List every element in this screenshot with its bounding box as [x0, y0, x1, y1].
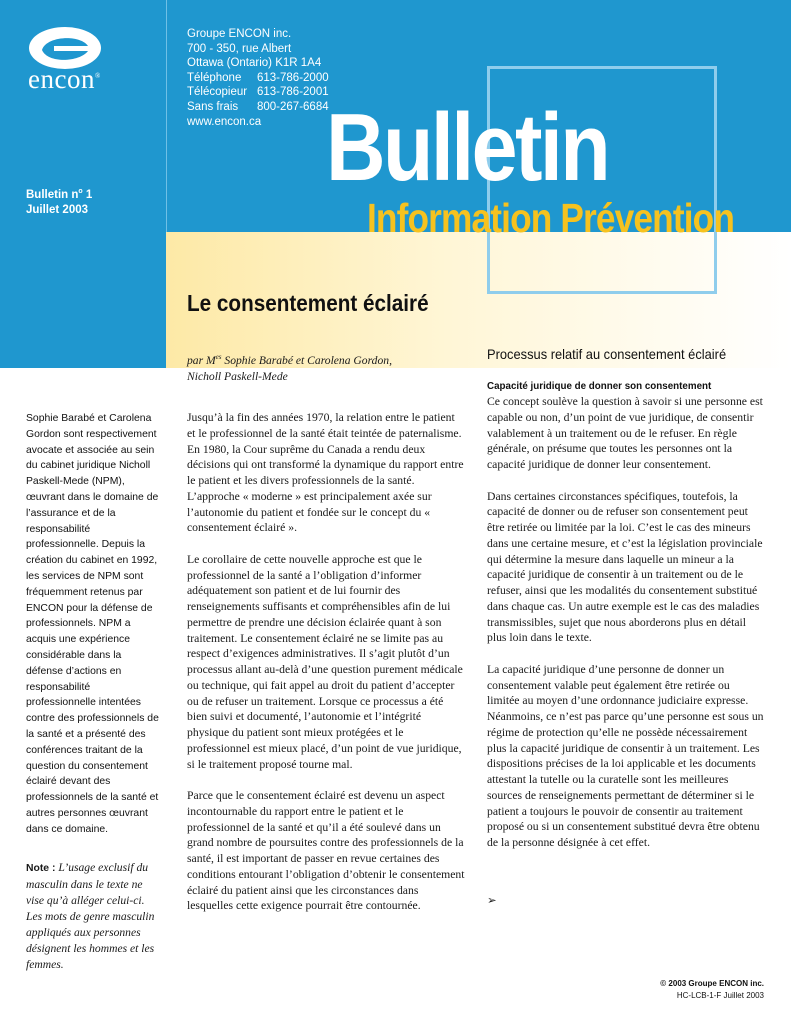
issue-number: Bulletin $n^o$ 1 [26, 188, 93, 201]
continue-arrow-icon: ➢ [487, 894, 497, 907]
paragraph: Jusqu’à la fin des années 1970, la relation entre le patient et le professionnel de la santé était teintée de paternalisme. En 1980, la Cour suprême du Canada a rendu deux décisions qui ont transformé la dynamique du rapport entre le patient et les divers professionnels de la santé. L’approche « moderne » est principalement axée sur l’autonomie du patient et fondée sur le concept du « consentement éclairé ». [187, 411, 464, 535]
masthead-title: Bulletin [326, 94, 609, 201]
fax-line: Télécopieur 613-786-2001 [187, 86, 329, 99]
section-subheading: Capacité juridique de donner son consentement [487, 381, 712, 392]
address-line: 700 - 350, rue Albert [187, 42, 292, 55]
page-footer [660, 978, 764, 1002]
address-line: Ottawa (Ontario) K1R 1A4 [187, 57, 322, 70]
paragraph: La capacité juridique d’une personne de donner un consentement valable peut également être retirée ou limitée au moyen d’une ordonnance judiciaire expresse. Néanmoins, ce n’est pas parce qu’une personne est sous un régime de protection qu’elle ne possède nécessairement plus la capacité juridique de consentir à un traitement. Les dispositions précises de la loi applicable et les documents attestant la tutelle ou la curatelle sont les meilleures sources de renseignements permettant de déterminer si le patient a toujours le pouvoir de consentir au traitement proposé ou si un consentement substitué devra être obtenu de la personne désignée à cet effet. [487, 662, 764, 849]
address-line: Groupe ENCON inc. [187, 28, 292, 40]
brand-wordmark: encon® [28, 64, 101, 94]
issue-date: Juillet 2003 [26, 203, 89, 216]
paragraph: Dans certaines circonstances spécifiques, toutefois, la capacité de donner ou de refuser son consentement peut être retirée ou limitée par la loi. C’est le cas des mineurs dans une certaine mesure, et c’est la législation provinciale qui détermine la mesure dans laquelle un mineur a la capacité juridique de consentir à un traitement ou de le refuser, ainsi que les modalités du consentement substitué dans chaque cas. Un autre exemple est le cas des maladies transmissibles, sujet que nous aborderons plus en détail plus loin dans le texte. [487, 489, 763, 645]
website-link[interactable]: www.encon.ca [187, 115, 262, 128]
paragraph: Le corollaire de cette nouvelle approche est que le professionnel de la santé a l’obligation d’informer adéquatement son patient et de lui fournir des renseignements suffisants et compréhensibles afin de lui permettre de prendre une décision éclairée quant à son traitement. Le consentement éclairé ne se limite pas au respect d’exigences administratives. Il s’agit plutôt d’un processus allant au-delà d’une question purement médicale ou technique, qui fait appel au droit du patient d’accepter ou de refuser un traitement. Lorsque ce processus a été bien suivi et documenté, l’autonomie et l’intégrité physique du patient sont mieux protégées et le professionnel est mieux placé, d’un point de vue juridique, si le traitement proposé tourne mal. [187, 552, 463, 771]
document-code: HC-LCB-1-F Juillet 2003 [676, 991, 764, 1000]
sidebar-banner [0, 232, 166, 368]
article-column-2 [487, 394, 765, 867]
article-column-1 [187, 410, 465, 930]
author-bio: Sophie Barabé et Carolena Gordon sont respectivement avocate et associée au sein du cabinet juridique Nicholl Paskell-Mede (NPM), œuvrant dans le domaine de l’assurance et de la responsabilité professionnelle. Depuis la création du cabinet en 1992, les services de NPM sont fréquemment retenus par ENCON pour la défense de professionnels. NPM a acquis une expérience considérable dans la défense d’actions en responsabilité professionnelle intentées contre des professionnels de la santé et a présenté des conférences traitant de la question du consentement éclairé devant des professionnels de la santé et autres personnes œuvrant dans ce domaine. [26, 413, 159, 835]
tollfree-line: Sans frais 800-267-6684 [187, 100, 329, 113]
paragraph: Ce concept soulève la question à savoir si une personne est capable ou non, d’un point de vue juridique, de consentir valablement à un traitement ou de le refuser. En règle générale, on présume que toutes les personnes ont la capacité juridique de donner leur consentement. [487, 395, 763, 471]
phone-line: Téléphone 613-786-2000 [187, 71, 329, 84]
paragraph: Parce que le consentement éclairé est devenu un aspect incontournable du rapport entre le patient et le professionnel de la santé et qu’il a été soulevé dans un grand nombre de poursuites contre des professionnels de la santé, il est important de passer en revue certaines des conditions entourant l’obligation d’obtenir le consentement éclairé du patient ainsi que les circonstances dans lesquelles cette exigence pourrait être contournée. [187, 789, 465, 913]
section-heading: Processus relatif au consentement éclairé [487, 346, 727, 362]
article-authors: par $M^{es}$ Sophie Barabé et Carolena Gordon, Nicholl Paskell-Mede [187, 353, 392, 383]
masthead-subtitle: Information Prévention [367, 195, 735, 241]
gender-note [26, 860, 161, 973]
header-divider [166, 0, 167, 232]
issue-info [26, 184, 92, 218]
note-text: L’usage exclusif du masculin dans le texte ne vise qu’à alléger celui-ci. Les mots de genre masculin appliqués aux personnes désignent les hommes et les femmes. [26, 861, 155, 971]
article-title: Le consentement éclairé [187, 290, 429, 316]
note-label: Note : [26, 863, 59, 874]
copyright: © 2003 Groupe ENCON inc. [660, 979, 764, 988]
company-address [187, 27, 329, 129]
